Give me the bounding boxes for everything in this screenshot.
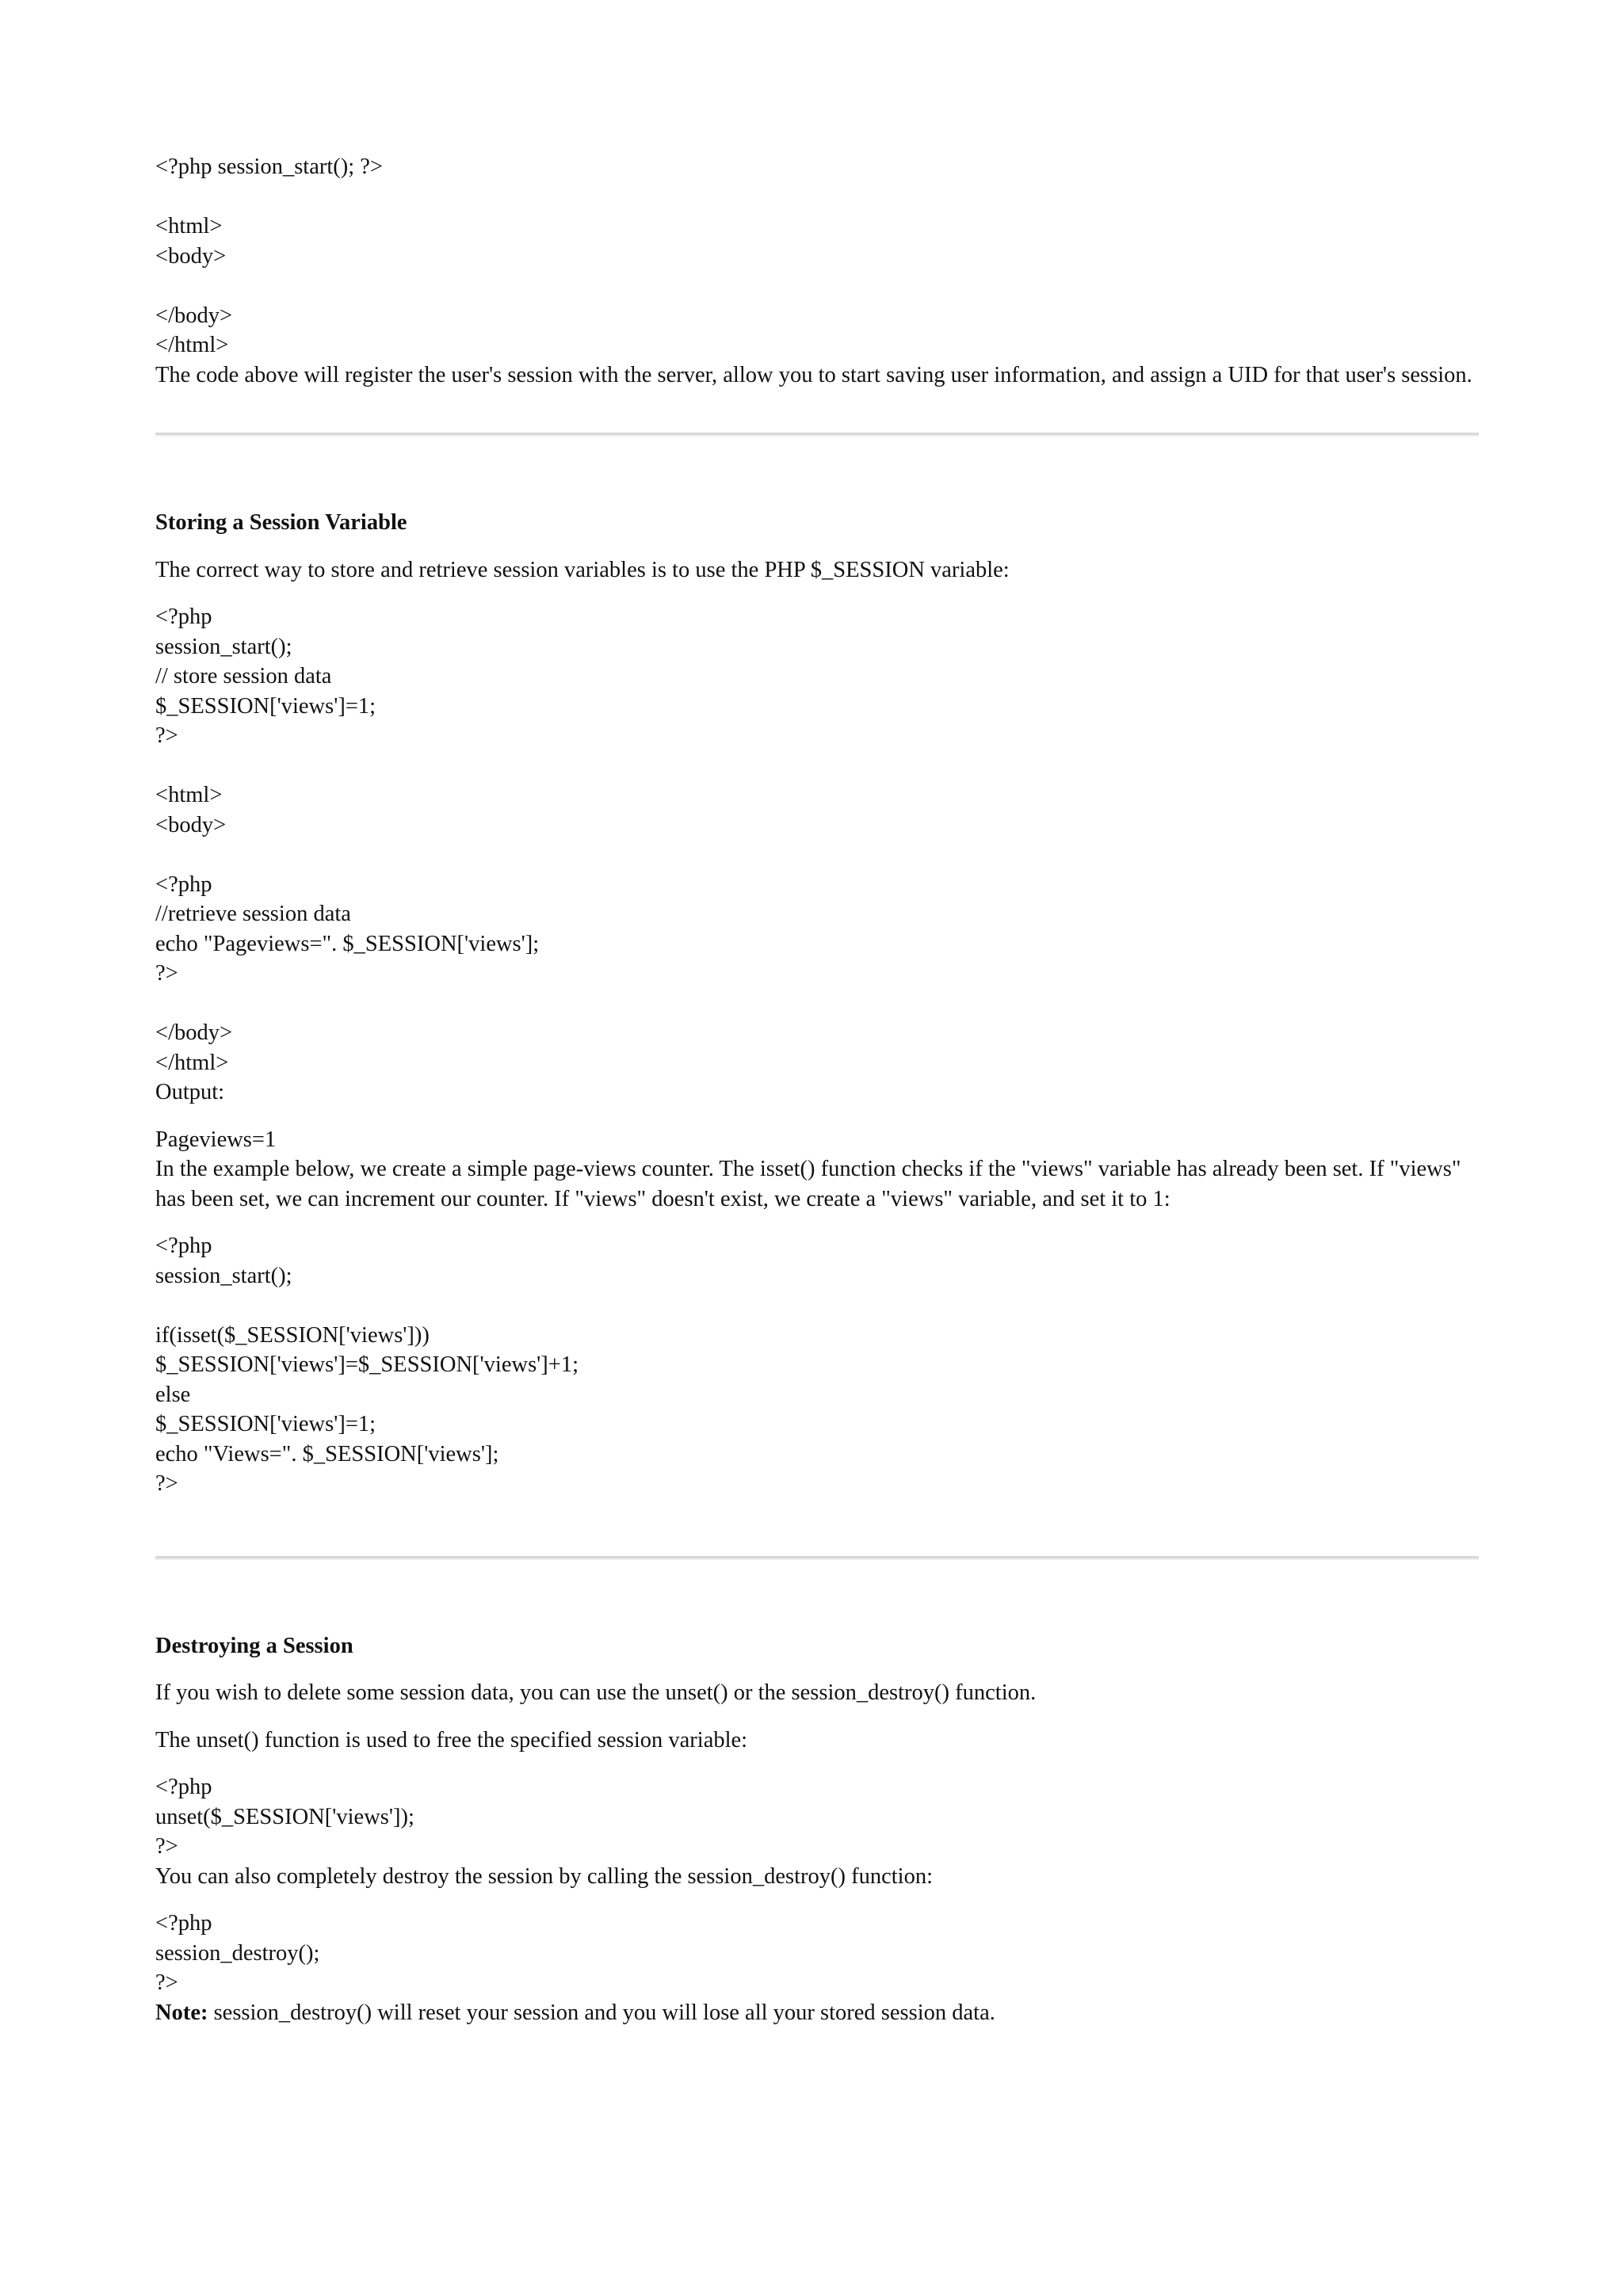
- spacer: [155, 390, 1479, 433]
- code-line: else: [155, 1382, 191, 1407]
- spacer: [155, 1214, 1479, 1231]
- code-blank-line: [155, 840, 1479, 870]
- note-label: Note:: [155, 2000, 208, 2025]
- code-line: ?>: [155, 1471, 178, 1496]
- note-text: session_destroy() will reset your session and you will lose all your stored session data.: [208, 2000, 995, 2025]
- paragraph-session-destroy: You can also completely destroy the session by calling the session_destroy() function:: [155, 1863, 933, 1889]
- code-line: <?php session_start(); ?>: [155, 154, 384, 179]
- code-line: </html>: [155, 1050, 229, 1075]
- code-line: <?php: [155, 605, 212, 629]
- code-blank-line: [155, 1291, 1479, 1321]
- code-line: <html>: [155, 783, 223, 807]
- document-page: [155, 152, 1479, 2027]
- paragraph-destroy-intro: If you wish to delete some session data, you can use the unset() or the session_destroy() function.: [155, 1680, 1037, 1705]
- spacer: [155, 1755, 1479, 1772]
- paragraph-session-register: The code above will register the user's session with the server, allow you to start saving user information, and assign a UID for that user's session.: [155, 362, 1472, 387]
- spacer: [155, 1661, 1479, 1678]
- code-line: <?php: [155, 1911, 212, 1936]
- spacer: [155, 585, 1479, 602]
- code-line: session_start();: [155, 1263, 292, 1288]
- code-line: </body>: [155, 303, 233, 328]
- code-line: <?php: [155, 1234, 212, 1258]
- code-line: $_SESSION['views']=1;: [155, 693, 376, 719]
- section-heading-storing: Storing a Session Variable: [155, 510, 407, 535]
- section-heading-destroying: Destroying a Session: [155, 1633, 353, 1658]
- paragraph-unset: The unset() function is used to free the specified session variable:: [155, 1727, 748, 1753]
- code-line: ?>: [155, 961, 178, 986]
- code-line: ?>: [155, 723, 178, 748]
- code-line: </body>: [155, 1020, 233, 1045]
- spacer: [155, 1560, 1479, 1631]
- code-block-unset: [155, 1772, 1479, 1862]
- code-line: if(isset($_SESSION['views'])): [155, 1322, 430, 1348]
- note-paragraph: [155, 1998, 1479, 2028]
- code-line: $_SESSION['views']=$_SESSION['views']+1;: [155, 1352, 579, 1377]
- code-blank-line: [155, 271, 1479, 301]
- code-line: <body>: [155, 812, 227, 837]
- paragraph-storing-intro: The correct way to store and retrieve session variables is to use the PHP $_SESSION variable:: [155, 557, 1010, 582]
- code-line: session_destroy();: [155, 1940, 320, 1966]
- code-line: $_SESSION['views']=1;: [155, 1412, 376, 1436]
- spacer: [155, 1499, 1479, 1556]
- code-line: //retrieve session data: [155, 902, 351, 926]
- code-line: ?>: [155, 1834, 178, 1859]
- spacer: [155, 437, 1479, 508]
- spacer: [155, 1891, 1479, 1909]
- paragraph-counter-example: In the example below, we create a simple page-views counter. The isset() function checks if the "views" variable has already been set. If "views" has been set, we can increment our counter. If "views" doesn't exist, we create a "views" variable, and set it to 1:: [155, 1157, 1461, 1211]
- code-block-session-start: [155, 152, 1479, 360]
- spacer: [155, 1708, 1479, 1726]
- code-line: <html>: [155, 214, 223, 238]
- code-line: </html>: [155, 333, 229, 357]
- code-line: <body>: [155, 243, 227, 269]
- code-line: <?php: [155, 871, 212, 897]
- spacer: [155, 538, 1479, 555]
- code-block-session-destroy: [155, 1909, 1479, 1998]
- code-line: ?>: [155, 1970, 178, 1995]
- code-block-page-views-counter: [155, 1231, 1479, 1499]
- code-line: echo "Views=". $_SESSION['views'];: [155, 1441, 499, 1466]
- code-blank-line: [155, 989, 1479, 1019]
- code-block-store-session: [155, 602, 1479, 1077]
- code-line: echo "Pageviews=". $_SESSION['views'];: [155, 931, 540, 956]
- code-blank-line: [155, 182, 1479, 212]
- spacer: [155, 1108, 1479, 1125]
- code-line: <?php: [155, 1775, 212, 1799]
- code-line: // store session data: [155, 664, 332, 688]
- code-blank-line: [155, 751, 1479, 781]
- output-label: Output:: [155, 1080, 225, 1104]
- output-value: Pageviews=1: [155, 1127, 277, 1152]
- code-line: unset($_SESSION['views']);: [155, 1804, 414, 1829]
- code-line: session_start();: [155, 634, 292, 659]
